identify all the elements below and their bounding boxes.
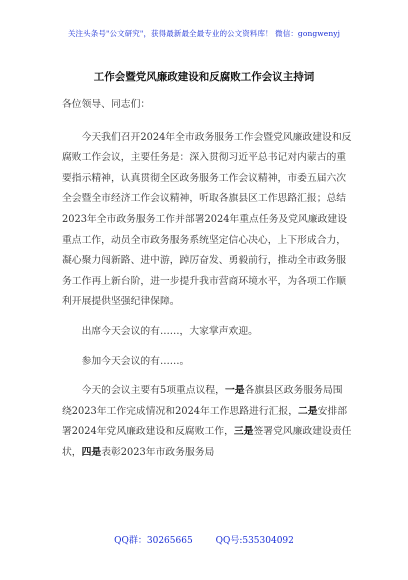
paragraph-3: 参加今天会议的有……。 (81, 355, 190, 367)
footer (0, 533, 408, 546)
paragraph-4-text-1: 今天的会议主要有5项重点议程， (81, 385, 225, 397)
salutation: 各位领导、同志们： (62, 99, 151, 110)
paragraph-4-text-3: 安排部署2024年党风廉政建设和反腐败工作， (62, 405, 347, 438)
paragraph-4-bold-4: 四是 (81, 446, 102, 458)
paragraph-1: 今天我们召开2024年全市政务服务工作会暨党风廉政建设和反腐败工作会议，主要任务是：深入贯彻习近平总书记对内蒙古的重要指示精神，认真贯彻全区政务服务工作会议精神，市委五届六次全会暨全市经济工作会议精神，听取各旗县区工作思路汇报；总结2023年全市政务服务工作并部署2024年重点任务及党风廉政建设重点工作，动员全市政务服务系统坚定信心决心，上下形成合力，凝心聚力闯新路、进中游，踔厉奋发、勇毅前行，推动全市政务服务工作再上新台阶，进一步提升我市营商环境水平，为各项工作顺利开展提供坚强纪律保障。 (62, 131, 352, 308)
paragraph-4-text-5: 表彰2023年市政务服务局 (101, 446, 215, 458)
document-title: 工作会暨党风廉政建设和反腐败工作会议主持词 (93, 71, 315, 83)
paragraph-4-bold-3: 三是 (233, 426, 254, 438)
document-body (62, 95, 352, 473)
header-note: 关注头条号"公文研究"，获得最新最全最专业的公文资料库！ 微信：gongwenyj (67, 29, 341, 38)
paragraph-4-bold-2: 二是 (298, 405, 318, 417)
paragraph-4-text-4: 签署党风廉政建设责任状， (62, 426, 352, 458)
footer-qq-number: QQ号:535304092 (215, 536, 294, 546)
paragraph-4-bold-1: 一是 (224, 385, 245, 397)
paragraph-2: 出席今天会议的有……，大家掌声欢迎。 (81, 325, 258, 337)
paragraph-4-text-2: 各旗县区政务服务局围绕2023年工作完成情况和2024年工作思路进行汇报， (62, 385, 343, 417)
paragraph-4 (62, 381, 352, 463)
footer-qq-group: QQ群：30265665 (114, 536, 193, 546)
